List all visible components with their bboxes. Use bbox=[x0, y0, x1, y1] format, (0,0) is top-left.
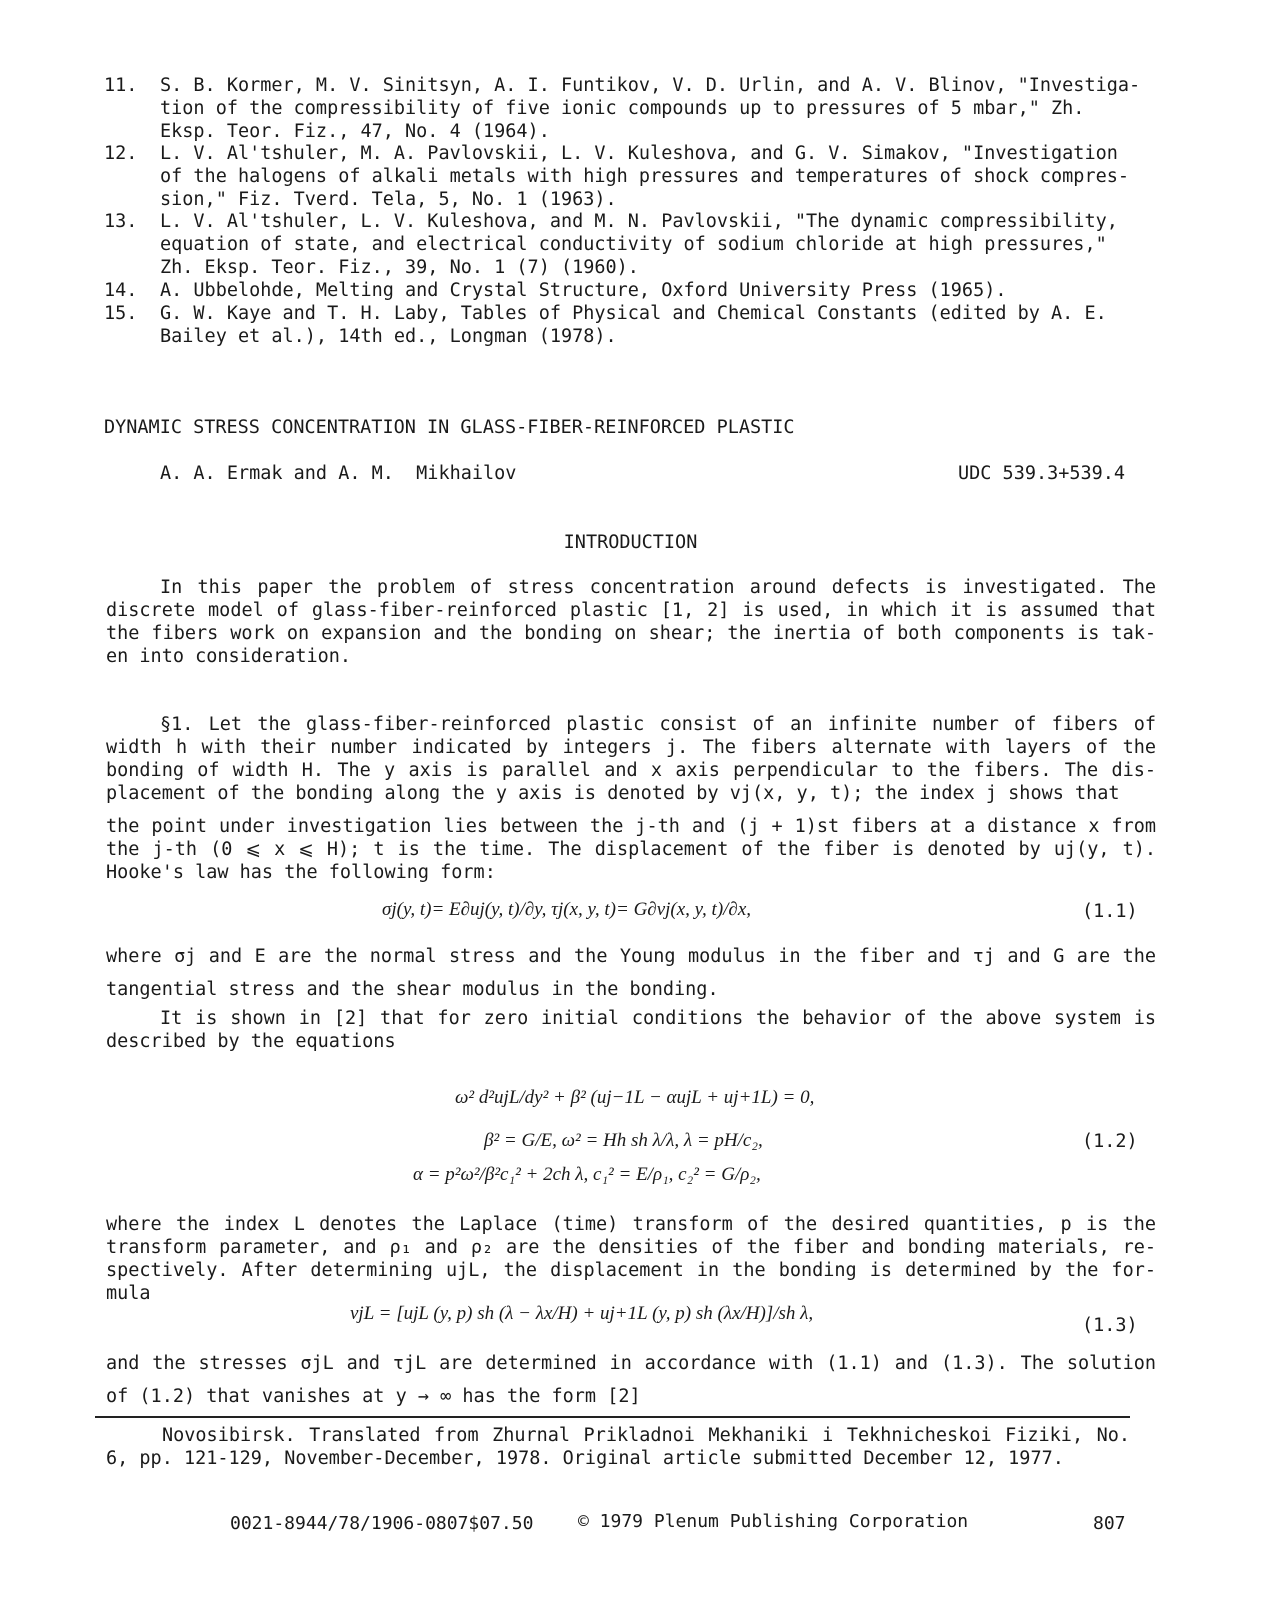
udc-code: UDC 539.3+539.4 bbox=[958, 463, 1126, 484]
footnote: Novosibirsk. Translated from Zhurnal Prikladnoi Mekhaniki i Tekhnicheskoi Fiziki, No. 6, pp. 121-129, November-December, 1978. Original article submitted December 12, 1977. bbox=[106, 1425, 1130, 1469]
footer-copyright: © 1979 Plenum Publishing Corporation bbox=[578, 1511, 969, 1532]
equation-number: (1.2) bbox=[1082, 1131, 1138, 1152]
reference-text: G. W. Kaye and T. H. Laby, Tables of Physical and Chemical Constants (edited by A. E. Bailey et al.), 14th ed., Longman (1978). bbox=[160, 303, 1107, 347]
where-paragraph-1: where σj and E are the normal stress and the Young modulus in the fiber and τj and G are the tangential stress and the shear modulus in the bonding. bbox=[106, 946, 1156, 1000]
section1-paragraph-a: §1. Let the glass-fiber-reinforced plastic consist of an infinite number of fibers of width h with their number indicated by integers j. The fibers alternate with layers of the bonding of width H. The y axis is parallel and x axis perpendicular to the fibers. The dis-placement of the bonding along the y axis is denoted by vj(x, y, t); the index j shows that bbox=[106, 714, 1156, 804]
reference-15 bbox=[104, 302, 1154, 348]
reference-13 bbox=[104, 210, 1154, 279]
equation-number: (1.3) bbox=[1082, 1315, 1138, 1336]
equation-1-2-line2: β² = G/E, ω² = Hh sh λ/λ, λ = pH/c₂, bbox=[484, 1130, 763, 1151]
shown-paragraph: It is shown in [2] that for zero initial conditions the behavior of the above system is described by the equations bbox=[106, 1008, 1156, 1052]
stresses-paragraph: and the stresses σjL and τjL are determined in accordance with (1.1) and (1.3). The solution of (1.2) that vanishes at y → ∞ has the form [2] bbox=[106, 1353, 1156, 1407]
reference-number: 15. bbox=[104, 303, 138, 324]
section1-paragraph-b: the point under investigation lies between the j-th and (j + 1)st fibers at a distance x from the j-th (0 ⩽ x ⩽ H); t is the time. The displacement of the fiber is denoted by uj(y, t). Hooke's law has the following form: bbox=[106, 816, 1156, 883]
article-authors: A. A. Ermak and A. M. Mikhailov bbox=[160, 463, 517, 484]
reference-number: 11. bbox=[104, 75, 138, 96]
equation-1-3: vjL = [ujL (y, p) sh (λ − λx/H) + uj+1L (y, p) sh (λx/H)]/sh λ, bbox=[350, 1303, 814, 1324]
where-paragraph-2: where the index L denotes the Laplace (time) transform of the desired quantities, p is the transform parameter, and ρ₁ and ρ₂ are the densities of the fiber and bonding materials, re-spectively. After determining ujL, the displacement in the bonding is determined by the for-mula bbox=[106, 1214, 1156, 1304]
footnote-rule bbox=[95, 1416, 1130, 1418]
reference-11 bbox=[104, 74, 1154, 143]
reference-text: L. V. Al'tshuler, L. V. Kuleshova, and M. N. Pavlovskii, "The dynamic compressibility, equation of state, and electrical conductivity of sodium chloride at high pressures," Zh. Eksp. Teor. Fiz., 39, No. 1 (7) (1960). bbox=[160, 211, 1118, 278]
reference-text: L. V. Al'tshuler, M. A. Pavlovskii, L. V. Kuleshova, and G. V. Simakov, "Investigation of the halogens of alkali metals with high pressures and temperatures of shock compres- sion," Fiz. Tverd. Tela, 5, No. 1 (1963). bbox=[160, 143, 1130, 210]
article-title: DYNAMIC STRESS CONCENTRATION IN GLASS-FIBER-REINFORCED PLASTIC bbox=[104, 417, 795, 438]
reference-text: S. B. Kormer, M. V. Sinitsyn, A. I. Funtikov, V. D. Urlin, and A. V. Blinov, "Investiga- tion of the compressibility of five ionic compounds up to pressures of 5 mbar," Zh. Eksp. Teor. Fiz., 47, No. 4 (1964). bbox=[160, 75, 1141, 142]
reference-14 bbox=[104, 279, 1154, 302]
equation-number: (1.1) bbox=[1082, 901, 1138, 922]
section-heading: INTRODUCTION bbox=[563, 532, 698, 553]
reference-number: 14. bbox=[104, 280, 138, 301]
reference-12 bbox=[104, 142, 1154, 211]
page-number: 807 bbox=[1093, 1513, 1126, 1534]
reference-text: A. Ubbelohde, Melting and Crystal Structure, Oxford University Press (1965). bbox=[160, 280, 1007, 301]
reference-number: 12. bbox=[104, 143, 138, 164]
equation-1-2-line1: ω² d²ujL/dy² + β² (uj−1L − αujL + uj+1L) = 0, bbox=[455, 1087, 815, 1108]
equation-1-1: σj(y, t)= E∂uj(y, t)/∂y, τj(x, y, t)= G∂vj(x, y, t)/∂x, bbox=[382, 899, 752, 920]
footer-code: 0021-8944/78/1906-0807$07.50 bbox=[230, 1513, 534, 1534]
intro-paragraph: In this paper the problem of stress concentration around defects is investigated. The discrete model of glass-fiber-reinforced plastic [1, 2] is used, in which it is assumed that the fibers work on expansion and the bonding on shear; the inertia of both components is tak-en into consideration. bbox=[106, 577, 1156, 667]
reference-number: 13. bbox=[104, 211, 138, 232]
equation-1-2-line3: α = p²ω²/β²c₁² + 2ch λ, c₁² = E/ρ₁, c₂² = G/ρ₂, bbox=[413, 1164, 761, 1185]
